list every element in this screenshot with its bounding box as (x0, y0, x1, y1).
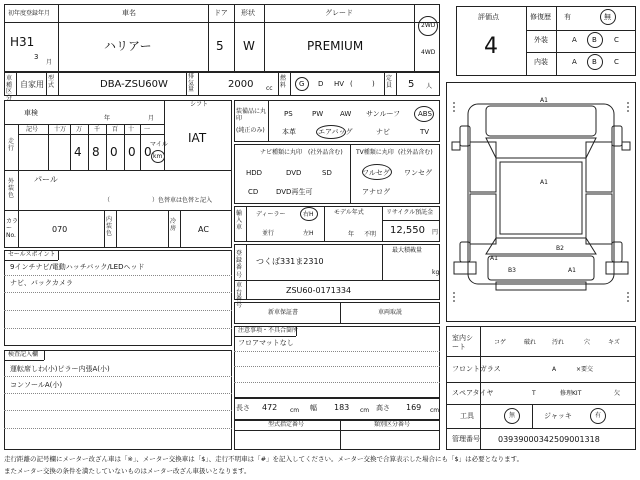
tv-oneseg: ワンセグ (404, 169, 432, 177)
capacity-value: 5 (408, 79, 415, 90)
drive-4wd: 4WD (421, 49, 436, 56)
recycle-yen: 円 (432, 229, 439, 236)
diag-a1-bl: A1 (490, 255, 498, 262)
import-left-h: 左H (303, 230, 314, 237)
car-diagram (446, 82, 636, 322)
color-no-value: 070 (52, 225, 68, 234)
displacement-value: 2000 (228, 79, 254, 90)
model-label: 型式 (48, 75, 55, 89)
ac-label: 冷房 (170, 218, 177, 233)
equip-abs: ABS (418, 110, 432, 118)
exterior-a: A (572, 36, 577, 44)
model-year-unknown: 不明 (364, 231, 377, 238)
width-label: 幅 (310, 404, 317, 412)
model-value: DBA-ZSU60W (100, 79, 168, 90)
shaken-year-unit: 年 (104, 115, 111, 122)
capacity-label: 定員 (386, 75, 393, 89)
cc-unit: cc (266, 85, 273, 92)
height-value: 169 (406, 403, 422, 412)
warranty-label: 新車保証書 (268, 309, 299, 316)
tools-label: 工具 (460, 412, 474, 420)
exterior-b: B (592, 36, 597, 44)
fuel-paren-close: ) (372, 80, 375, 88)
mileage-digit-5: 0 (144, 145, 152, 159)
diag-a1-top: A1 (540, 97, 548, 104)
diag-b2: B2 (556, 245, 564, 252)
room-yabure: 破れ (524, 339, 537, 346)
navi-dvd-play: DVD再生可 (276, 188, 313, 196)
grade-label: グレード (325, 9, 353, 17)
first-reg-label: 初年度登録年月 (8, 10, 51, 17)
mileage-col-record: 記号 (26, 126, 39, 133)
room-yogore: 汚れ (552, 339, 565, 346)
interior-color-label: 内装色 (106, 216, 113, 238)
navi-dvd: DVD (286, 169, 302, 177)
grade-value: PREMIUM (307, 39, 364, 53)
diag-a1-br: A1 (568, 267, 576, 274)
mileage-digit-4: 0 (128, 145, 136, 159)
body-shape: W (243, 39, 255, 53)
tv-fullseg: フルセグ (362, 169, 390, 177)
score-label: 評価点 (478, 13, 499, 21)
door-count: 5 (216, 39, 224, 53)
notes-line1: フロアマットなし (238, 339, 294, 347)
room-label: 室内シート (452, 334, 473, 352)
mileage-col-man: 万 (76, 126, 83, 133)
navi-hdd: HDD (246, 169, 263, 177)
warranty-box (234, 302, 440, 324)
car-name-label: 車名 (122, 9, 136, 17)
recycle-value: 12,550 (390, 225, 425, 236)
shape-label: 形状 (241, 9, 255, 17)
navi-sublabel: (社外品含む) (308, 149, 343, 156)
equip-tv: TV (420, 128, 430, 136)
tv-sublabel: (社外品含む) (398, 149, 433, 156)
interior-a: A (572, 58, 577, 66)
shift-label: シフト (190, 101, 209, 108)
type-label: 型式指定番号 (268, 421, 305, 428)
glass-replace: ×要交 (576, 366, 594, 373)
max-load-kg: kg (432, 269, 440, 276)
inspector-label: 検査記入欄 (8, 351, 39, 358)
room-kizu: キズ (608, 339, 620, 346)
month-unit: 月 (46, 59, 53, 66)
room-ana: 穴 (584, 339, 591, 346)
footer-line2: またメーター交換の条件を満たしていないものはメーター改ざん車扱いとなります。 (4, 467, 251, 475)
shaken-label: 車検 (24, 109, 38, 117)
mileage-label: 走行 (8, 138, 15, 153)
equip-pw: PW (312, 110, 324, 118)
mileage-unit-mile: マイル (150, 141, 168, 148)
footer-line1: 走行距離の記号欄にメーター改ざん車は「※」、メーター交換車は「$」、走行不明車は「#」を記入してください。メーター交換で合算表示した場合にも「$」は必要となります。 (4, 455, 524, 463)
length-value: 472 (262, 403, 278, 412)
max-load-label: 最大積載量 (392, 247, 423, 254)
score-value: 4 (484, 34, 498, 59)
mileage-col-sen: 千 (94, 126, 101, 133)
equip-airbag: エアバッグ (318, 128, 353, 136)
interior-b: B (592, 58, 597, 66)
sales-point-label: セールスポイント (8, 251, 56, 258)
repair-no: 無 (604, 13, 611, 21)
sales-point-line1: 9インチナビ/電動ハッチバック/LEDヘッド (10, 263, 145, 271)
jack-value: 有 (595, 412, 602, 419)
fuel-d: D (318, 80, 324, 88)
diag-b3: B3 (508, 267, 516, 274)
room-koge: コゲ (494, 339, 507, 346)
exterior-color-value: パール (34, 175, 58, 184)
length-cm: cm (290, 407, 300, 414)
exterior-c: C (614, 36, 619, 44)
manual-label: 車両取説 (378, 309, 403, 316)
car-name: ハリアー (104, 39, 152, 53)
model-year-label: モデル年式 (334, 209, 364, 216)
model-year-unit: 年 (348, 231, 355, 238)
fuel-paren-open: ( (350, 80, 353, 88)
width-cm: cm (360, 407, 370, 414)
fuel-hv: HV (334, 80, 345, 88)
tv-analog: アナログ (362, 188, 390, 196)
mileage-col-ichi: 一 (144, 126, 151, 133)
recycle-label: リサイクル預託金 (386, 209, 434, 216)
capacity-unit: 人 (426, 83, 433, 90)
repair-label: 修復歴 (530, 13, 551, 21)
import-label: 輸入車 (236, 210, 243, 232)
exterior-color-label: 外装色 (8, 178, 15, 200)
spare-kit: 修理KIT (560, 390, 582, 397)
navi-sd: SD (322, 169, 332, 177)
equip-navi: ナビ (376, 128, 390, 136)
glass-label: フロントガラス (452, 365, 501, 373)
door-label: ドア (214, 9, 228, 17)
interior-label: 内装 (534, 58, 548, 66)
equipment-label: 装備品に丸印 (236, 108, 267, 123)
navi-label: ナビ種類に丸印 (260, 149, 303, 156)
inspector-line2: コンソールA(小) (10, 381, 63, 389)
exterior-label: 外装 (534, 36, 548, 44)
spare-missing: 欠 (614, 390, 621, 397)
mileage-unit-km: km (153, 153, 163, 160)
sales-point-line2: ナビ、バックカメラ (10, 279, 73, 287)
registration-value: つくば331ま2310 (256, 257, 324, 266)
mileage-digit-2: 8 (92, 145, 100, 159)
mileage-digit-3: 0 (110, 145, 118, 159)
ac-value: AC (198, 225, 209, 234)
usage-value: 自家用 (20, 80, 44, 89)
exterior-color-note: （ ）色替車は色替と記入 (104, 197, 213, 204)
color-no-label: カラーNo. (6, 218, 19, 240)
mileage-digit-1: 4 (74, 145, 82, 159)
equip-aw: AW (340, 110, 352, 118)
import-parallel: 並行 (262, 230, 275, 237)
displacement-label: 排気量 (188, 73, 195, 94)
management-label: 管理番号 (452, 435, 480, 443)
registration-label: 登録番号 (236, 250, 243, 279)
height-cm: cm (430, 407, 440, 414)
spare-t: T (532, 390, 536, 397)
import-dealer: ディーラー (256, 211, 286, 218)
management-value: 03939000342509001318 (498, 435, 600, 444)
drive-2wd: 2WD (421, 22, 436, 29)
inspector-line1: 運転席しわ(小)ピラー内張A(小) (10, 365, 110, 373)
first-reg-year: H31 (10, 35, 35, 49)
kubun-label: 車種区分 (6, 75, 13, 102)
equip-ps: PS (284, 110, 293, 118)
chassis-value: ZSU60-0171334 (286, 286, 352, 295)
first-reg-month: 3 (34, 53, 39, 61)
jack-label: ジャッキ (544, 412, 572, 420)
import-right-h: 右H (303, 211, 314, 218)
fuel-label: 燃料 (280, 75, 287, 89)
equipment-sublabel: (純正のみ) (236, 127, 265, 134)
notes-label: 注意事項・不具合箇所 (238, 327, 299, 334)
width-value: 183 (334, 403, 350, 412)
tools-value: 無 (509, 412, 516, 419)
shift-value: IAT (188, 131, 207, 145)
navi-cd: CD (248, 188, 259, 196)
mileage-col-hyaku: 百 (112, 126, 119, 133)
equip-leather: 本革 (282, 128, 296, 136)
glass-a: A (552, 366, 557, 373)
tv-label: TV種類に丸印 (356, 149, 394, 156)
mileage-col-10k: 十万 (54, 126, 67, 133)
height-label: 高さ (376, 404, 390, 412)
fuel-g: G (299, 80, 305, 88)
class-label: 類別区分番号 (374, 421, 411, 428)
spare-label: スペアタイヤ (452, 389, 494, 397)
length-label: 長さ (236, 404, 250, 412)
repair-yes: 有 (564, 13, 571, 21)
mileage-col-juu: 十 (128, 126, 135, 133)
interior-c: C (614, 58, 619, 66)
equip-sunroof: サンルーフ (366, 110, 401, 118)
shaken-month-unit: 月 (148, 115, 155, 122)
diag-a1-mid: A1 (540, 179, 548, 186)
chassis-label: 車台番号 (236, 282, 243, 309)
